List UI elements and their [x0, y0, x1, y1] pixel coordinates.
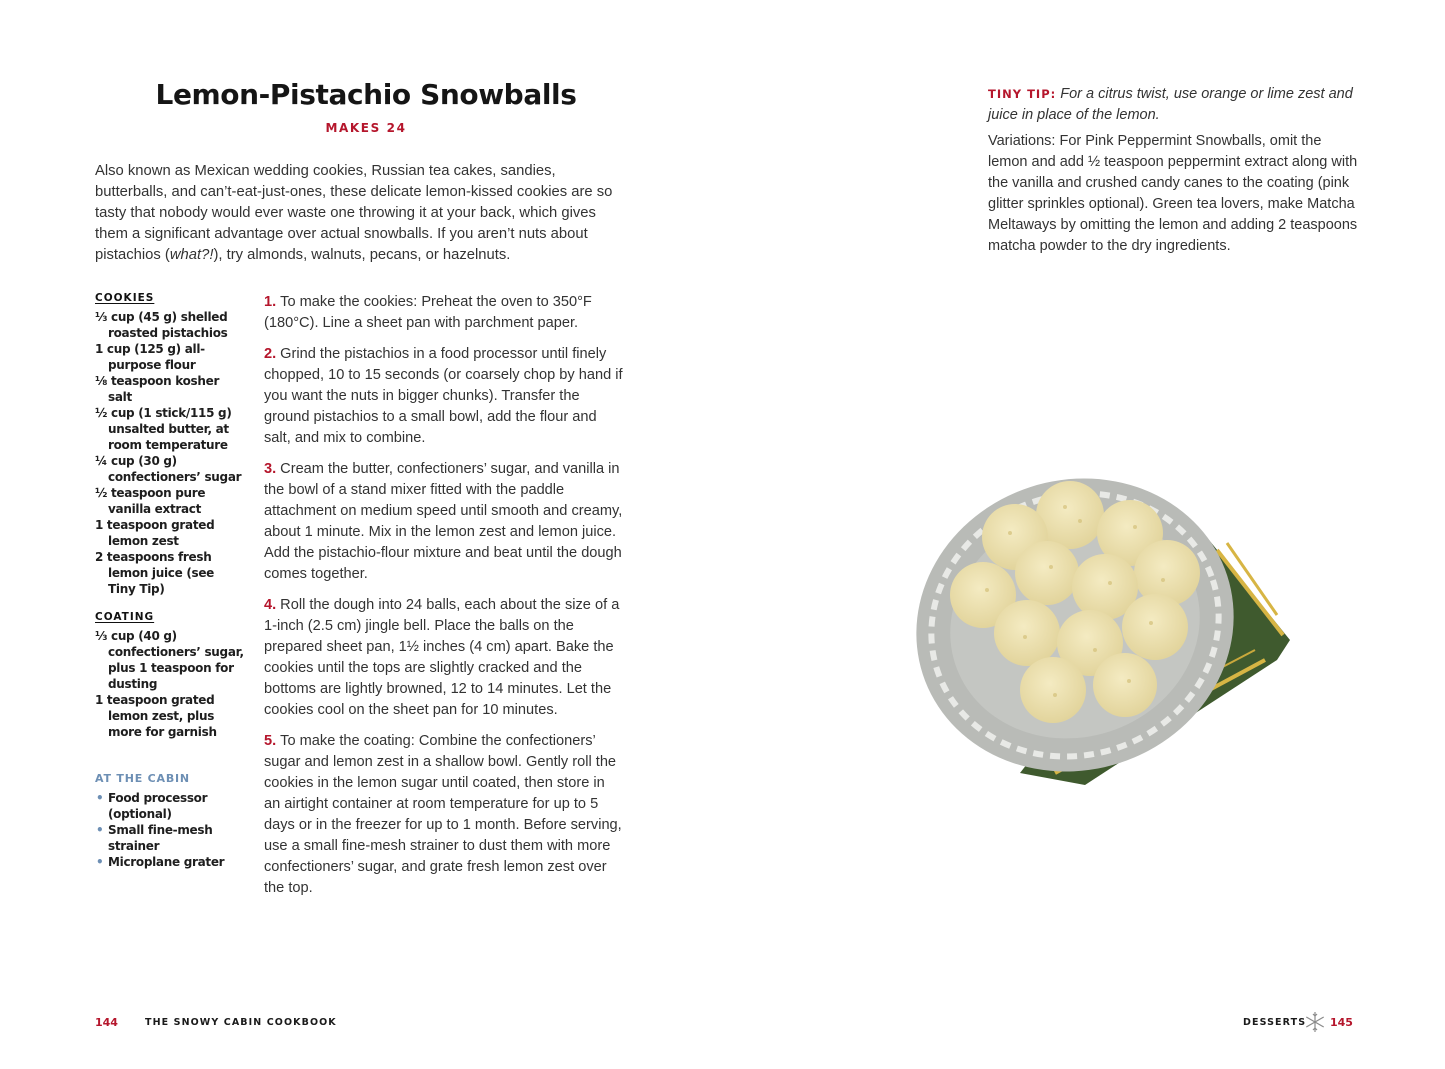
- tiny-tip-label: TINY TIP:: [988, 87, 1057, 101]
- step-number: 1.: [264, 294, 277, 310]
- method-step: [264, 731, 624, 899]
- ingredient-item: ½ teaspoon pure vanilla extract: [95, 486, 206, 516]
- step-text: To make the cookies: Preheat the oven to 350°F (180°C). Line a sheet pan with parchment paper.: [264, 294, 592, 331]
- cookie: [1122, 594, 1188, 660]
- method-step: [264, 459, 624, 585]
- cookie: [1015, 541, 1079, 605]
- ingredient-item: 2 teaspoons fresh lemon juice (see Tiny Tip): [95, 550, 215, 596]
- variations-text: Variations: For Pink Peppermint Snowballs, omit the lemon and add ½ teaspoon peppermint extract along with the vanilla and crushed candy canes to the coating (pink glitter sprinkles optional). Green tea lovers, make Matcha Meltaways by omitting the lemon and adding 2 teaspoons matcha powder to the dry ingredients.: [988, 133, 1358, 254]
- ingredients-column: [95, 292, 245, 870]
- page-number-left: 144: [95, 1016, 118, 1029]
- recipe-intro: [95, 161, 625, 266]
- ingredient-item: 1 cup (125 g) all-purpose flour: [95, 342, 205, 372]
- coating-ingredient-list: [95, 628, 245, 740]
- cookie: [994, 600, 1060, 666]
- step-text: Roll the dough into 24 balls, each about the size of a 1-inch (2.5 cm) jingle bell. Place the balls on the prepared sheet pan, 1½ inches (4 cm) apart. Bake the cookies until the tops are slightly cracked and the bottoms are lightly browned, 12 to 14 minutes. Let the cookies cool on the sheet pan for 10 minutes.: [264, 597, 620, 718]
- equipment-list: [95, 790, 245, 870]
- method-steps: [264, 292, 624, 909]
- equipment-label: Small fine-mesh strainer: [108, 823, 213, 853]
- bullet-icon: •: [96, 855, 104, 869]
- ingredient-item: 1 teaspoon grated lemon zest, plus more for garnish: [95, 693, 217, 739]
- method-step: [264, 292, 624, 334]
- recipe-title: Lemon-Pistachio Snowballs: [155, 78, 577, 111]
- bullet-icon: •: [96, 791, 104, 805]
- step-text: Cream the butter, confectioners’ sugar, and vanilla in the bowl of a stand mixer fitted with the paddle attachment on medium speed until smooth and creamy, about 1 minute. Mix in the lemon zest and lemon juice. Add the pistachio-flour mixture and beat until the dough comes together.: [264, 461, 623, 582]
- step-text: Grind the pistachios in a food processor until finely chopped, 10 to 15 seconds (or coarsely chop by hand if you want the nuts in bigger chunks). Transfer the ground pistachios to a small bowl, add the flour and salt, and mix to combine.: [264, 346, 623, 446]
- cookies-ingredient-list: [95, 309, 245, 597]
- tiny-tip-text: For a citrus twist, use orange or lime zest and juice in place of the lemon.: [988, 86, 1353, 123]
- intro-emphasis: what?!: [169, 247, 214, 263]
- step-number: 2.: [264, 346, 277, 362]
- snowflake-icon: [1303, 1010, 1327, 1034]
- coating-heading: COATING: [95, 611, 155, 623]
- ingredient-item: ⅓ cup (45 g) shelled roasted pistachios: [95, 310, 228, 340]
- method-step: [264, 344, 624, 449]
- snowball-plate-illustration: [905, 455, 1305, 795]
- equipment-label: Microplane grater: [108, 855, 225, 869]
- cookie: [1020, 657, 1086, 723]
- method-step: [264, 595, 624, 721]
- equipment-item: [95, 790, 245, 822]
- equipment-item: [95, 854, 245, 870]
- step-number: 5.: [264, 733, 277, 749]
- page-number-right: 145: [1330, 1016, 1353, 1029]
- ingredient-item: ⅓ cup (40 g) confectioners’ sugar, plus 1 teaspoon for dusting: [95, 629, 244, 691]
- intro-text-end: ), try almonds, walnuts, pecans, or hazelnuts.: [213, 247, 511, 263]
- at-the-cabin-heading: AT THE CABIN: [95, 772, 190, 785]
- running-head-right: DESSERTS: [1243, 1017, 1307, 1028]
- ingredient-item: 1 teaspoon grated lemon zest: [95, 518, 215, 548]
- ingredient-item: ⅛ teaspoon kosher salt: [95, 374, 220, 404]
- step-number: 3.: [264, 461, 277, 477]
- bullet-icon: •: [96, 823, 104, 837]
- recipe-yield: MAKES 24: [325, 121, 407, 135]
- ingredient-item: ½ cup (1 stick/115 g) unsalted butter, at room temperature: [95, 406, 232, 452]
- intro-text-start: Also known as Mexican wedding cookies, Russian tea cakes, sandies, butterballs, and can’t-eat-just-ones, these delicate lemon-kissed cookies are so tasty that nobody would ever waste one throwing it at your back, which gives them a significant advantage over actual snowballs. If you aren’t nuts about pistachios (: [95, 163, 613, 263]
- cookie: [1093, 653, 1157, 717]
- tiny-tip: [988, 84, 1358, 126]
- ingredient-item: ¼ cup (30 g) confectioners’ sugar: [95, 454, 242, 484]
- step-text: To make the coating: Combine the confectioners’ sugar and lemon zest in a shallow bowl. Gently roll the cookies in the lemon sugar until coated, then store in an airtight container at room temperature for up to 5 days or in the freezer for up to 1 month. Before serving, use a small fine-mesh strainer to dust them with more confectioners’ sugar, and grate fresh lemon zest over the top.: [264, 733, 622, 896]
- equipment-label: Food processor (optional): [108, 791, 208, 821]
- equipment-item: [95, 822, 245, 854]
- step-number: 4.: [264, 597, 277, 613]
- running-head-left: THE SNOWY CABIN COOKBOOK: [145, 1017, 337, 1028]
- cookies-heading: COOKIES: [95, 292, 155, 304]
